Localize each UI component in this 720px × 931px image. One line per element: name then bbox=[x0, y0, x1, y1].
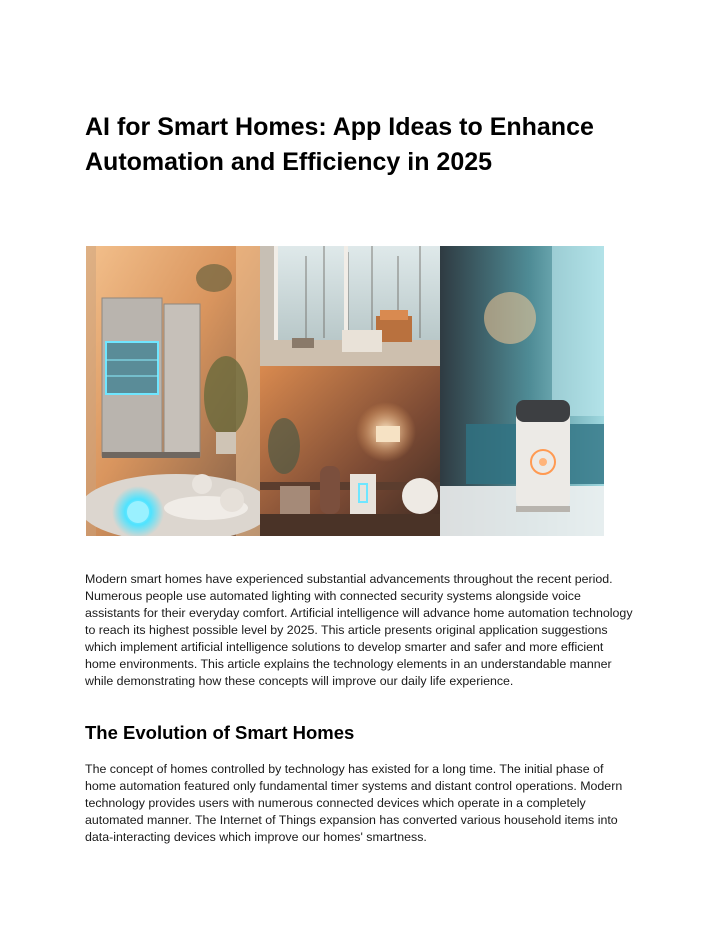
section-heading: The Evolution of Smart Homes bbox=[85, 722, 355, 743]
intro-paragraph: Modern smart homes have experienced substantial advancements throughout the recent period. Numerous people use automated lighting with connected security systems alongside voice assistants for their everyday comfort. Artificial intelligence will advance home automation technology to reach its highest possible level by 2025. This article presents original application suggestions which implement artificial intelligence solutions to develop smarter and safer and more efficient home environments. This article explains the technology elements in an understandable manner while demonstrating how these concepts will improve our daily life experience. bbox=[85, 572, 633, 688]
article-title: AI for Smart Homes: App Ideas to Enhance Automation and Efficiency in 2025 bbox=[85, 113, 594, 176]
devices-shelf-panel bbox=[260, 366, 440, 536]
living-room-panel bbox=[260, 246, 440, 366]
kitchen-panel bbox=[86, 246, 272, 536]
hero-image bbox=[86, 246, 604, 536]
section-paragraph: The concept of homes controlled by technology has existed for a long time. The initial phase of home automation featured only fundamental timer systems and distant control operations. Modern technology provides users with numerous connected devices which operate in a completely automated manner. The Internet of Things expansion has converted various household items into data-interacting devices which improve our homes' smartness. bbox=[85, 762, 623, 844]
smart-speaker-panel bbox=[440, 246, 604, 536]
